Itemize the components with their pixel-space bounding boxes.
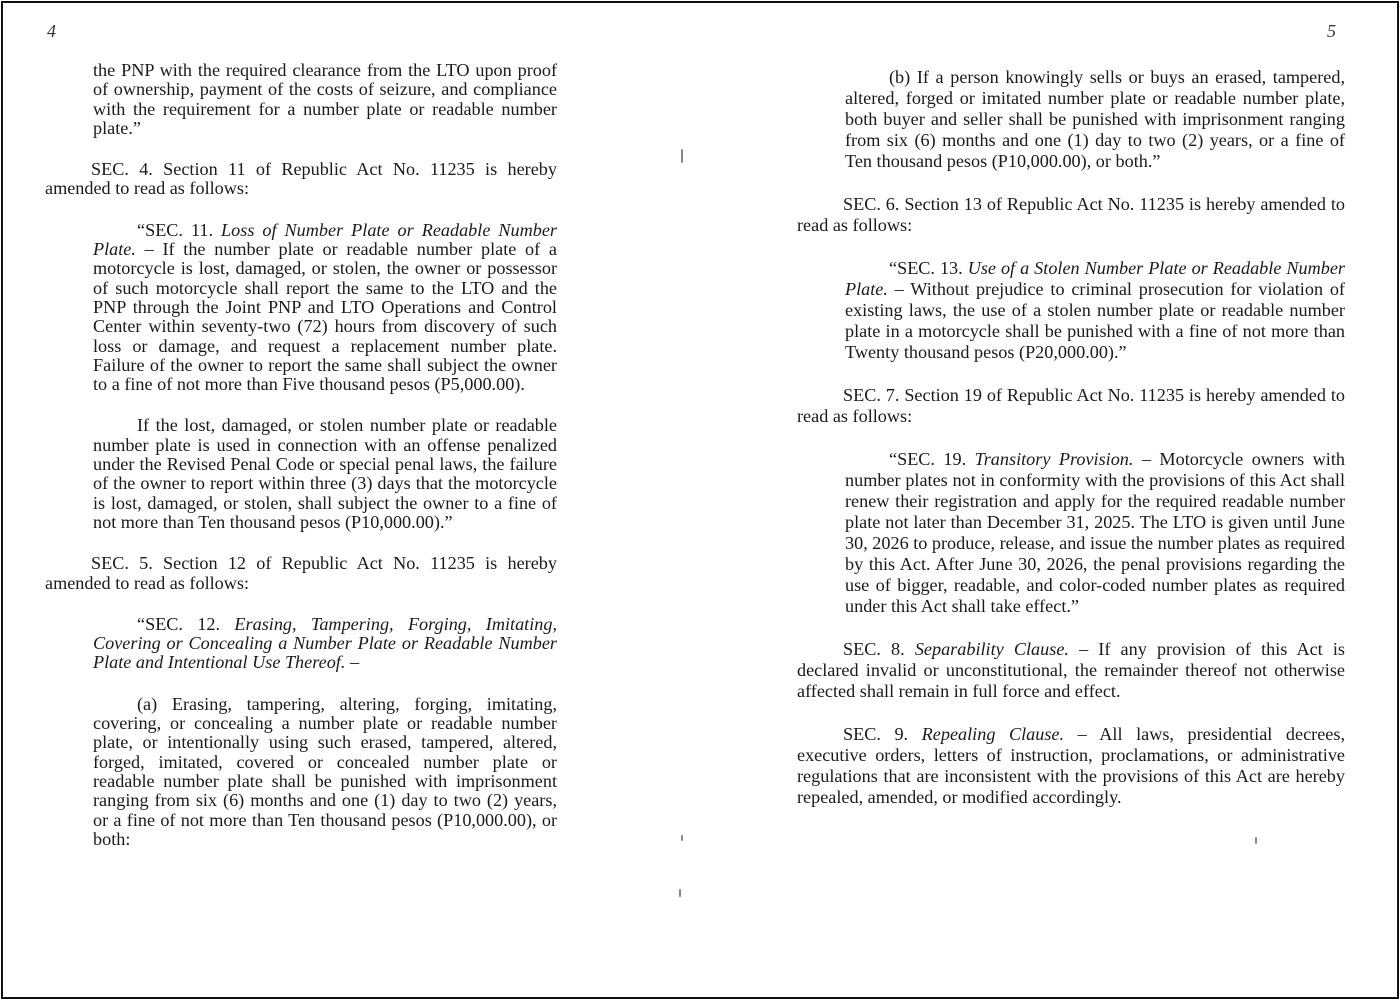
section-12-heading-text [93,615,557,673]
section-9-text [797,724,1345,808]
section-13-heading: “SEC. 13. [889,258,963,278]
section-9-heading: SEC. 9. [843,724,909,744]
left-page [3,3,693,997]
page-number-left: 4 [47,21,56,41]
section-19-text [845,449,1345,617]
section-19-heading: “SEC. 19. [889,449,967,469]
section-12-heading: “SEC. 12. [137,613,221,634]
scan-speck [681,149,683,163]
section-13-body: – Without prejudice to criminal prosecution for violation of existing laws, the use of a stolen number plate or readable number plate in a motorcycle shall be punished with a fine of not more than Twenty thousand pesos (P20,000.00).” [845,279,1345,362]
section-8-heading: SEC. 8. [843,639,905,659]
section-13-title: Use of a Stolen Number Plate or Readable Number Plate. [845,258,1345,299]
section-12-subsection-b: (b) If a person knowingly sells or buys an erased, tampered, altered, forged or imitated number plate or readable number plate, both buyer and seller shall be punished with imprisonment ranging from six (6) months and one (1) day to two (2) years, or a fine of Ten thousand pesos (P10,000.00), or both.” [845,67,1345,171]
section-9-title: Repealing Clause. [921,724,1065,744]
section-4-intro: SEC. 4. Section 11 of Republic Act No. 11235 is hereby amended to read as follows: [45,159,557,199]
section-13-text [845,258,1345,363]
section-11-text [93,221,557,395]
scan-speck [679,889,681,897]
page-number-right: 5 [1327,21,1336,41]
section-12-dash: – [345,652,360,673]
right-page [703,3,1397,997]
section-6-intro: SEC. 6. Section 13 of Republic Act No. 11235 is hereby amended to read as follows: [797,194,1345,235]
section-8-body: – If any provision of this Act is declared invalid or unconstitutional, the remainder thereof not otherwise affected shall remain in full force and effect. [797,639,1345,701]
right-page-text [797,67,1345,808]
section-9-body: – All laws, presidential decrees, executive orders, letters of instruction, proclamations, or administrative regulations that are inconsistent with the provisions of this Act are hereby repealed, amended, or modified accordingly. [797,724,1345,807]
section-12-title: Erasing, Tampering, Forging, Imitating, Covering or Concealing a Number Plate or Readable Number Plate and Intentional Use Thereof. [93,613,557,673]
section-11-title: Loss of Number Plate or Readable Number Plate. [93,219,557,260]
section-11-second-paragraph: If the lost, damaged, or stolen number plate or readable number plate is used in connection with an offense penalized under the Revised Penal Code or special penal laws, the failure of the owner to report within three (3) days that the motorcycle is lost, damaged, or stolen, shall subject the owner to a fine of not more than Ten thousand pesos (P10,000.00).” [93,415,557,532]
section-8-text [797,639,1345,702]
section-7-intro: SEC. 7. Section 19 of Republic Act No. 11235 is hereby amended to read as follows: [797,385,1345,426]
scan-speck [681,835,683,841]
section-11-body: – If the number plate or readable number plate of a motorcycle is lost, damaged, or stolen, the owner or possessor of such motorcycle shall report the same to the LTO and the PNP through the Joint PNP and LTO Operations and Control Center within seventy-two (72) hours from discovery of such loss or damage, and request a replacement number plate. Failure of the owner to report the same shall subject the owner to a fine of not more than Five thousand pesos (P5,000.00). [93,239,557,395]
section-19-title: Transitory Provision. [974,449,1134,469]
section-11-heading: “SEC. 11. [137,219,214,240]
scan-speck [1255,837,1257,844]
section-5-intro: SEC. 5. Section 12 of Republic Act No. 11235 is hereby amended to read as follows: [45,553,557,593]
document-spread [1,1,1399,999]
section-19-body: – Motorcycle owners with number plates not in conformity with the provisions of this Act shall renew their registration and apply for the required readable number plate not later than December 31, 2025. The LTO is given until June 30, 2026 to produce, release, and issue the number plates as required by this Act. After June 30, 2026, the penal provisions regarding the use of bigger, readable, and color-coded number plates as required under this Act shall take effect.” [845,449,1346,616]
section-12-subsection-a: (a) Erasing, tampering, altering, forging, imitating, covering, or concealing a number plate or readable number plate, or intentionally using such erased, tampered, altered, forged, imitated, covered or concealed number plate or readable number plate shall be punished with imprisonment ranging from six (6) months and one (1) day to two (2) years, or a fine of not more than Ten thousand pesos (P10,000.00), or both: [93,693,557,849]
continued-paragraph: the PNP with the required clearance from the LTO upon proof of ownership, payment of the costs of seizure, and compliance with the requirement for a number plate or readable number plate.” [93,60,557,138]
left-page-text [45,61,557,849]
section-8-title: Separability Clause. [914,639,1069,659]
